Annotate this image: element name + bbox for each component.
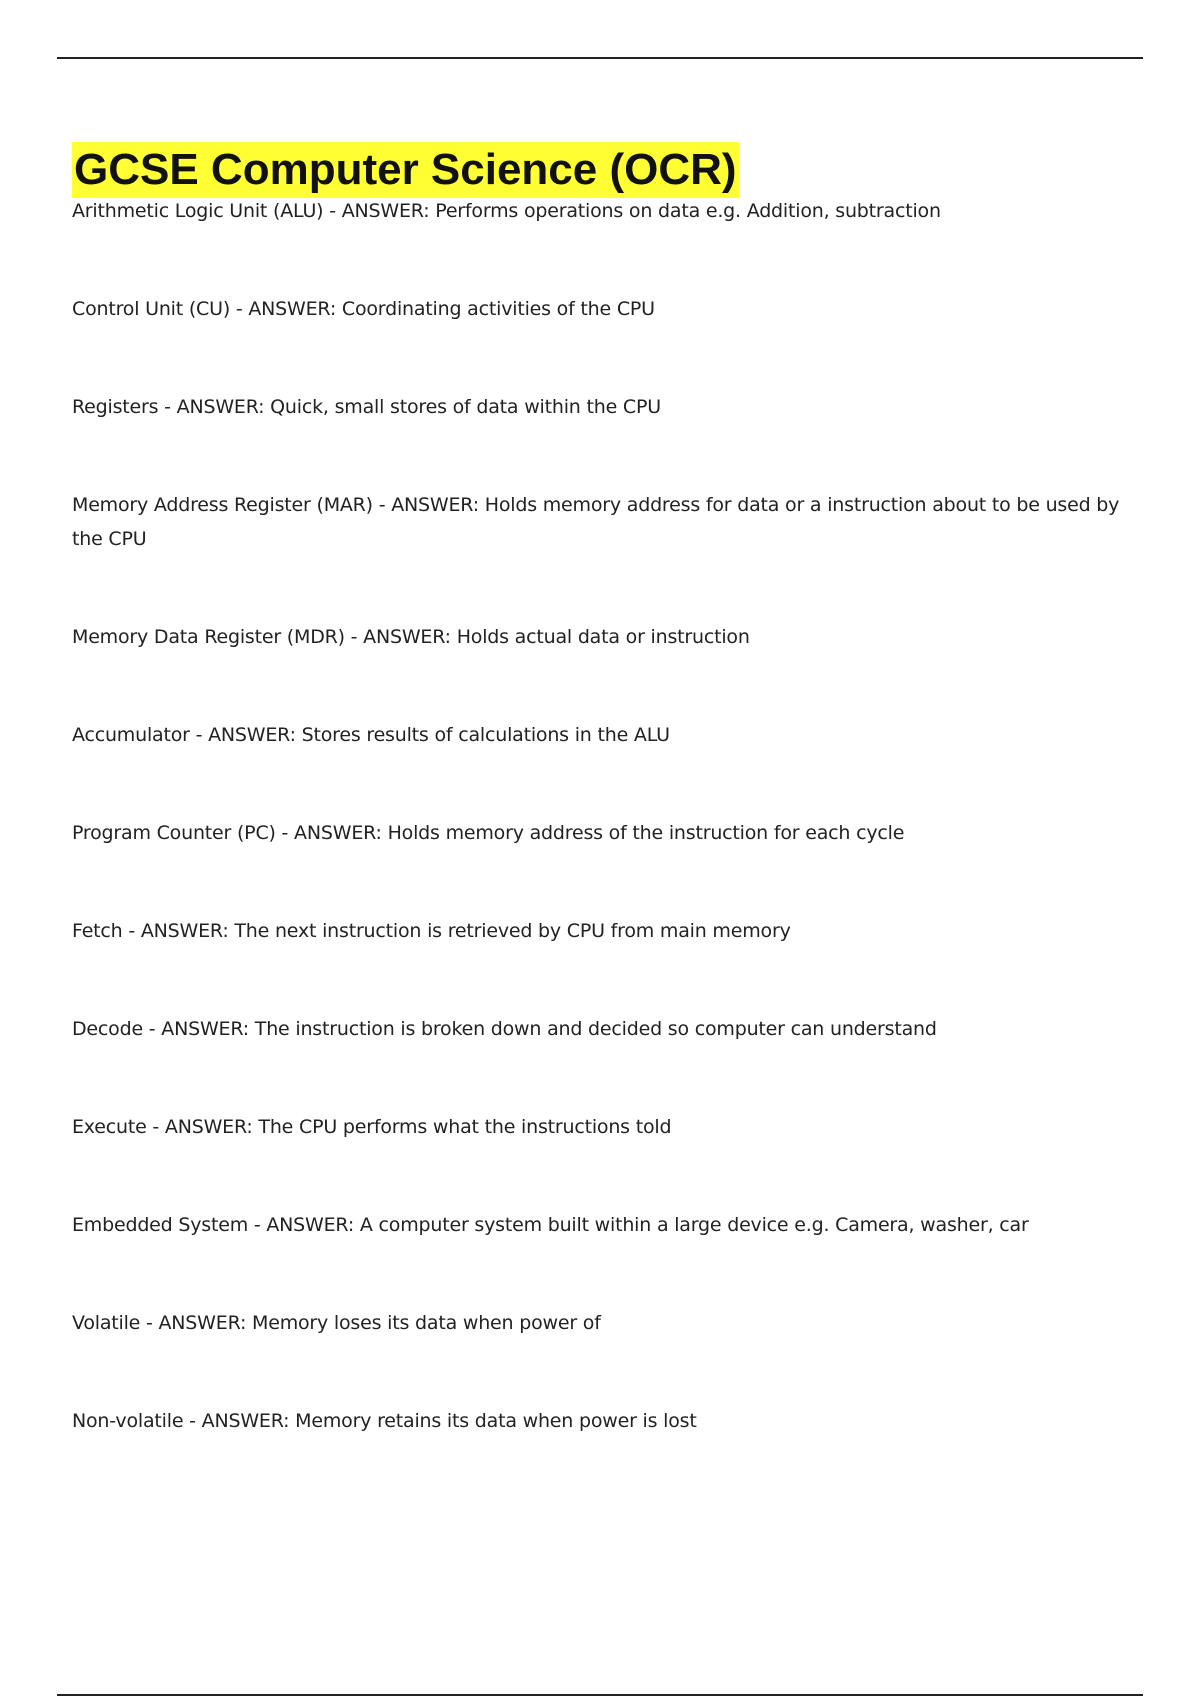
qa-item-accumulator: Accumulator - ANSWER: Stores results of calculations in the ALU	[72, 724, 670, 746]
qa-item-mar: Memory Address Register (MAR) - ANSWER: Holds memory address for data or a instruction about to be used by the CPU	[72, 494, 1120, 550]
qa-item-mdr: Memory Data Register (MDR) - ANSWER: Holds actual data or instruction	[72, 626, 750, 648]
document-title: GCSE Computer Science (OCR)	[72, 142, 739, 198]
qa-item-decode: Decode - ANSWER: The instruction is broken down and decided so computer can understand	[72, 1018, 937, 1040]
qa-item-control-unit: Control Unit (CU) - ANSWER: Coordinating activities of the CPU	[72, 298, 655, 320]
qa-item-program-counter: Program Counter (PC) - ANSWER: Holds memory address of the instruction for each cycle	[72, 822, 905, 844]
qa-list	[72, 194, 1122, 1438]
qa-item-volatile: Volatile - ANSWER: Memory loses its data when power of	[72, 1312, 601, 1334]
top-rule	[57, 57, 1143, 59]
bottom-rule	[57, 1694, 1143, 1696]
document-body	[72, 142, 1122, 1502]
qa-item-alu: Arithmetic Logic Unit (ALU) - ANSWER: Performs operations on data e.g. Addition, subtraction	[72, 200, 941, 222]
qa-item-fetch: Fetch - ANSWER: The next instruction is retrieved by CPU from main memory	[72, 920, 791, 942]
qa-item-non-volatile: Non-volatile - ANSWER: Memory retains its data when power is lost	[72, 1410, 697, 1432]
qa-item-embedded-system: Embedded System - ANSWER: A computer system built within a large device e.g. Camera, washer, car	[72, 1214, 1029, 1236]
qa-item-execute: Execute - ANSWER: The CPU performs what the instructions told	[72, 1116, 672, 1138]
qa-item-registers: Registers - ANSWER: Quick, small stores of data within the CPU	[72, 396, 661, 418]
